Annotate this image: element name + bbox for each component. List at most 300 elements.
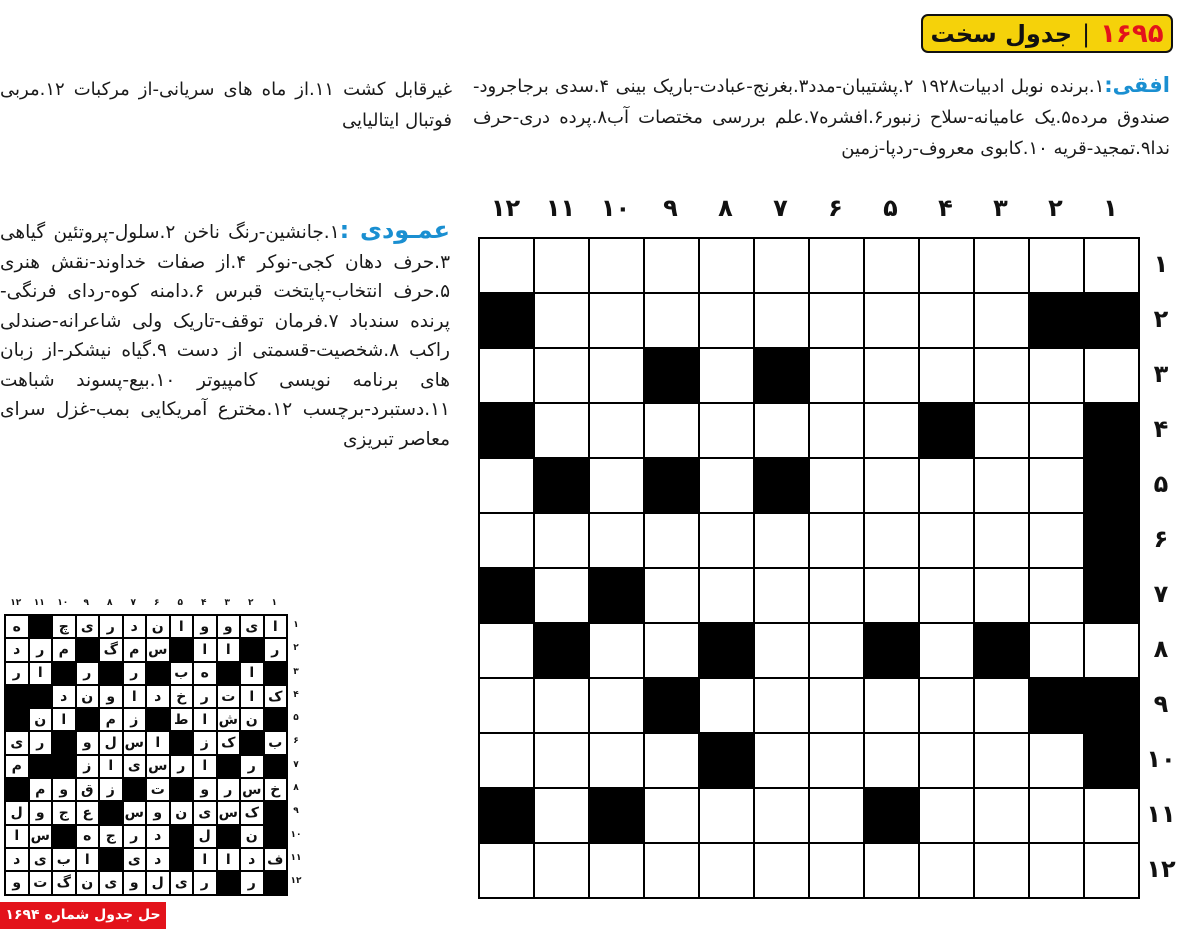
blank-cell[interactable] xyxy=(809,678,864,733)
column-number: ۲ xyxy=(1048,194,1063,222)
horizontal-clues-text: ۱.برنده نوبل ادبیات۱۹۲۸ ۲.پشتیبان-مدد۳.بغرنج-عبادت-باریک بینی ۴.سدی برجاجرود-صندوق مرده۵.یک عامیانه-سلاح زنبور۶.افشره۷.علم بررسی مختصات آب۸.پرده دری-حرف ندا۹.تمجید-قریه ۱۰.کابوی معروف-ردپا-زمین xyxy=(473,76,1170,159)
title-separator: | xyxy=(1082,19,1091,48)
blank-cell[interactable] xyxy=(644,788,699,843)
blank-cell[interactable] xyxy=(534,403,589,458)
blank-cell[interactable] xyxy=(699,568,754,623)
blank-cell[interactable] xyxy=(754,678,809,733)
blank-cell[interactable] xyxy=(974,733,1029,788)
blank-cell[interactable] xyxy=(1084,238,1139,293)
blank-cell[interactable] xyxy=(644,843,699,898)
blank-cell[interactable] xyxy=(1084,788,1139,843)
blank-cell[interactable] xyxy=(919,348,974,403)
black-cell xyxy=(1084,568,1139,623)
solution-letter-cell: س xyxy=(217,801,241,824)
solution-letter-cell: م xyxy=(29,778,53,801)
blank-cell[interactable] xyxy=(534,513,589,568)
solution-letter-cell: چ xyxy=(52,615,76,638)
blank-cell[interactable] xyxy=(534,678,589,733)
black-cell xyxy=(479,403,534,458)
solution-row-number: ۱۰ xyxy=(290,829,302,840)
blank-cell[interactable] xyxy=(644,403,699,458)
black-cell xyxy=(754,348,809,403)
solution-black-cell xyxy=(217,662,241,685)
blank-cell[interactable] xyxy=(864,568,919,623)
black-cell xyxy=(1084,678,1139,733)
solution-letter-cell: ه xyxy=(193,662,217,685)
solution-black-cell xyxy=(264,801,288,824)
solution-black-cell xyxy=(76,708,100,731)
solution-letter-cell: ت xyxy=(217,685,241,708)
blank-cell[interactable] xyxy=(754,568,809,623)
solution-letter-cell: ا xyxy=(217,848,241,871)
blank-cell[interactable] xyxy=(1029,348,1084,403)
black-cell xyxy=(644,348,699,403)
solution-black-cell xyxy=(99,662,123,685)
solution-letter-cell: ن xyxy=(146,615,170,638)
solution-letter-cell: ا xyxy=(5,825,29,848)
solution-row-number: ۱۲ xyxy=(290,876,302,887)
horizontal-clues-continued: غیرقابل کشت ۱۱.از ماه های سریانی-از مرکبات ۱۲.مربی فوتبال ایتالیایی xyxy=(0,79,452,131)
row-number: ۸ xyxy=(1153,635,1169,663)
blank-cell[interactable] xyxy=(809,293,864,348)
blank-cell[interactable] xyxy=(919,843,974,898)
solution-letter-cell: ی xyxy=(99,871,123,894)
solution-letter-cell: ش xyxy=(217,708,241,731)
solution-letter-cell: ا xyxy=(52,708,76,731)
solution-column-number: ۴ xyxy=(201,598,207,608)
solution-letter-cell: ن xyxy=(29,708,53,731)
vertical-clues-text: ۱.جانشین-رنگ ناخن ۲.سلول-پروتئین گیاهی ۳.حرف دهان کجی-نوکر ۴.از صفات خداوند-نقش هنری ۵.حرف انتخاب-پایتخت قبرس ۶.دامنه کوه-ردای فرنگی-پرنده سندباد ۷.فرمان توقف-تاریک ولی شاعرانه-صندلی راکب ۸.شخصیت-قسمتی از دست ۹.گیاه نیشکر-از زبان های برنامه نویسی کامپیوتر ۱۰.بیع-پسوند شباهت ۱۱.دستبرد-برچسب ۱۲.مخترع آمریکایی بمب-غزل سرای معاصر تبریزی xyxy=(0,222,451,450)
blank-cell[interactable] xyxy=(644,238,699,293)
row-number: ۷ xyxy=(1153,580,1169,608)
solution-letter-cell: ع xyxy=(76,801,100,824)
blank-cell[interactable] xyxy=(699,678,754,733)
solution-letter-cell: ر xyxy=(123,825,147,848)
solution-letter-cell: ط xyxy=(170,708,194,731)
blank-cell[interactable] xyxy=(589,678,644,733)
black-cell xyxy=(864,788,919,843)
solution-letter-cell: ک xyxy=(217,731,241,754)
blank-cell[interactable] xyxy=(699,788,754,843)
blank-cell[interactable] xyxy=(974,458,1029,513)
blank-cell[interactable] xyxy=(699,403,754,458)
blank-cell[interactable] xyxy=(974,348,1029,403)
black-cell xyxy=(589,788,644,843)
blank-cell[interactable] xyxy=(974,788,1029,843)
blank-cell[interactable] xyxy=(974,238,1029,293)
blank-cell[interactable] xyxy=(809,623,864,678)
solution-letter-cell: خ xyxy=(170,685,194,708)
horizontal-clues xyxy=(473,70,1170,164)
black-cell xyxy=(589,568,644,623)
solution-letter-cell: ق xyxy=(76,778,100,801)
blank-cell[interactable] xyxy=(1029,733,1084,788)
blank-cell[interactable] xyxy=(534,568,589,623)
blank-cell[interactable] xyxy=(534,238,589,293)
vertical-clues xyxy=(0,216,450,454)
solution-letter-cell: ا xyxy=(146,731,170,754)
solution-black-cell xyxy=(5,708,29,731)
blank-cell[interactable] xyxy=(919,733,974,788)
column-number: ۴ xyxy=(938,194,953,222)
blank-cell[interactable] xyxy=(864,238,919,293)
column-number: ۱ xyxy=(1103,194,1118,222)
blank-cell[interactable] xyxy=(809,238,864,293)
vertical-clues-heading: عمـودی : xyxy=(339,216,451,244)
blank-cell[interactable] xyxy=(479,843,534,898)
solution-letter-cell: ر xyxy=(264,638,288,661)
solution-black-cell xyxy=(170,638,194,661)
solution-black-cell xyxy=(29,615,53,638)
row-number: ۲ xyxy=(1153,305,1169,333)
blank-cell[interactable] xyxy=(589,238,644,293)
blank-cell[interactable] xyxy=(809,568,864,623)
solution-column-number: ۱۲ xyxy=(10,598,22,608)
black-cell xyxy=(534,458,589,513)
blank-cell[interactable] xyxy=(589,843,644,898)
blank-cell[interactable] xyxy=(479,513,534,568)
solution-black-cell xyxy=(170,731,194,754)
solution-letter-cell: ا xyxy=(170,615,194,638)
solution-black-cell xyxy=(217,871,241,894)
solution-letter-cell: د xyxy=(52,685,76,708)
solution-letter-cell: ف xyxy=(264,848,288,871)
black-cell xyxy=(479,293,534,348)
solution-letter-cell: ر xyxy=(240,871,264,894)
blank-cell[interactable] xyxy=(1029,238,1084,293)
blank-cell[interactable] xyxy=(809,403,864,458)
solution-row-number: ۱۱ xyxy=(290,852,302,863)
column-number: ۹ xyxy=(663,194,678,222)
solution-letter-cell: ن xyxy=(240,825,264,848)
blank-cell[interactable] xyxy=(864,293,919,348)
solution-letter-cell: ه xyxy=(5,615,29,638)
solution-black-cell xyxy=(217,825,241,848)
blank-cell[interactable] xyxy=(864,403,919,458)
blank-cell[interactable] xyxy=(809,843,864,898)
solution-letter-cell: ل xyxy=(193,825,217,848)
blank-cell[interactable] xyxy=(919,513,974,568)
solution-letter-cell: ب xyxy=(170,662,194,685)
solution-letter-cell: ب xyxy=(264,731,288,754)
solution-letter-cell: ا xyxy=(193,755,217,778)
solution-letter-cell: ر xyxy=(193,871,217,894)
blank-cell[interactable] xyxy=(644,568,699,623)
blank-cell[interactable] xyxy=(974,513,1029,568)
solution-black-cell xyxy=(264,662,288,685)
blank-cell[interactable] xyxy=(644,293,699,348)
solution-letter-cell: گ xyxy=(52,871,76,894)
column-number: ۶ xyxy=(828,194,843,222)
blank-cell[interactable] xyxy=(589,403,644,458)
blank-cell[interactable] xyxy=(754,843,809,898)
blank-cell[interactable] xyxy=(1029,458,1084,513)
blank-cell[interactable] xyxy=(1084,348,1139,403)
solution-letter-cell: س xyxy=(123,731,147,754)
solution-letter-cell: ر xyxy=(76,662,100,685)
black-cell xyxy=(754,458,809,513)
blank-cell[interactable] xyxy=(1029,513,1084,568)
solution-letter-cell: ه xyxy=(76,825,100,848)
solution-black-cell xyxy=(240,731,264,754)
solution-letter-cell: و xyxy=(146,801,170,824)
column-number: ۸ xyxy=(718,194,733,222)
solution-black-cell xyxy=(52,825,76,848)
solution-black-cell xyxy=(264,708,288,731)
blank-cell[interactable] xyxy=(864,678,919,733)
solution-letter-cell: ب xyxy=(52,848,76,871)
solution-letter-cell: ا xyxy=(193,848,217,871)
column-number: ۱۰ xyxy=(600,194,631,222)
blank-cell[interactable] xyxy=(754,513,809,568)
solution-caption: حل جدول شماره ۱۶۹۴ xyxy=(0,902,166,929)
black-cell xyxy=(699,733,754,788)
blank-cell[interactable] xyxy=(699,843,754,898)
solution-letter-cell: د xyxy=(5,638,29,661)
row-number: ۶ xyxy=(1153,525,1169,553)
solution-row-number: ۵ xyxy=(293,713,299,724)
solution-letter-cell: گ xyxy=(99,638,123,661)
solution-black-cell xyxy=(264,825,288,848)
row-number: ۴ xyxy=(1153,415,1169,443)
solution-black-cell xyxy=(99,801,123,824)
row-number: ۱۰ xyxy=(1146,745,1176,773)
blank-cell[interactable] xyxy=(644,623,699,678)
solution-letter-cell: ل xyxy=(5,801,29,824)
blank-cell[interactable] xyxy=(534,348,589,403)
solution-letter-cell: ی xyxy=(123,755,147,778)
solution-letter-cell: ر xyxy=(99,615,123,638)
blank-cell[interactable] xyxy=(644,513,699,568)
blank-cell[interactable] xyxy=(699,348,754,403)
black-cell xyxy=(919,403,974,458)
solution-column-number: ۲ xyxy=(248,598,254,608)
blank-cell[interactable] xyxy=(479,623,534,678)
solution-letter-cell: د xyxy=(240,848,264,871)
blank-cell[interactable] xyxy=(754,238,809,293)
solution-letter-cell: ر xyxy=(29,638,53,661)
grid-column-numbers xyxy=(478,194,1138,228)
black-cell xyxy=(1084,513,1139,568)
solution-letter-cell: ی xyxy=(240,615,264,638)
solution-column-number: ۳ xyxy=(224,598,230,608)
solution-letter-cell: ز xyxy=(99,778,123,801)
solution-column-number: ۱ xyxy=(271,598,277,608)
solution-column-number: ۷ xyxy=(130,598,136,608)
blank-cell[interactable] xyxy=(699,513,754,568)
solution-row-numbers xyxy=(288,614,304,894)
solution-letter-cell: س xyxy=(146,638,170,661)
blank-cell[interactable] xyxy=(919,623,974,678)
blank-cell[interactable] xyxy=(974,678,1029,733)
solution-black-cell xyxy=(146,662,170,685)
solution-letter-cell: ر xyxy=(29,731,53,754)
solution-black-cell xyxy=(29,755,53,778)
column-number: ۱۱ xyxy=(545,194,576,222)
solution-grid xyxy=(4,614,288,896)
solution-letter-cell: ر xyxy=(217,778,241,801)
solution-row-number: ۱ xyxy=(293,620,299,630)
blank-cell[interactable] xyxy=(1029,788,1084,843)
blank-cell[interactable] xyxy=(534,293,589,348)
blank-cell[interactable] xyxy=(919,238,974,293)
solution-letter-cell: ا xyxy=(76,848,100,871)
solution-row-number: ۴ xyxy=(293,689,299,700)
blank-cell[interactable] xyxy=(754,733,809,788)
blank-cell[interactable] xyxy=(589,458,644,513)
blank-cell[interactable] xyxy=(534,843,589,898)
solution-letter-cell: ر xyxy=(123,662,147,685)
puzzle-title-badge xyxy=(921,14,1173,53)
solution-black-cell xyxy=(264,871,288,894)
blank-cell[interactable] xyxy=(1029,623,1084,678)
solution-letter-cell: ی xyxy=(193,801,217,824)
solution-letter-cell: س xyxy=(29,825,53,848)
black-cell xyxy=(1084,293,1139,348)
solution-row-number: ۲ xyxy=(293,643,299,654)
solution-letter-cell: س xyxy=(240,778,264,801)
blank-cell[interactable] xyxy=(754,293,809,348)
blank-cell[interactable] xyxy=(699,238,754,293)
column-number: ۷ xyxy=(773,194,788,222)
blank-cell[interactable] xyxy=(534,788,589,843)
solution-letter-cell: ا xyxy=(240,662,264,685)
solution-letter-cell: ز xyxy=(76,755,100,778)
solution-letter-cell: و xyxy=(99,685,123,708)
solution-letter-cell: ل xyxy=(146,871,170,894)
solution-letter-cell: د xyxy=(146,848,170,871)
solution-letter-cell: ا xyxy=(217,638,241,661)
blank-cell[interactable] xyxy=(864,513,919,568)
black-cell xyxy=(1029,293,1084,348)
blank-cell[interactable] xyxy=(589,623,644,678)
blank-cell[interactable] xyxy=(864,843,919,898)
blank-cell[interactable] xyxy=(809,788,864,843)
solution-black-cell xyxy=(170,778,194,801)
blank-cell[interactable] xyxy=(589,293,644,348)
blank-cell[interactable] xyxy=(919,788,974,843)
blank-cell[interactable] xyxy=(479,458,534,513)
blank-cell[interactable] xyxy=(919,458,974,513)
blank-cell[interactable] xyxy=(919,293,974,348)
blank-cell[interactable] xyxy=(589,348,644,403)
solution-column-number: ۶ xyxy=(154,598,160,608)
solution-letter-cell: ن xyxy=(170,801,194,824)
blank-cell[interactable] xyxy=(919,568,974,623)
column-number: ۳ xyxy=(993,194,1008,222)
blank-cell[interactable] xyxy=(809,348,864,403)
black-cell xyxy=(1029,678,1084,733)
row-number: ۳ xyxy=(1153,360,1169,388)
solution-letter-cell: ک xyxy=(240,801,264,824)
solution-letter-cell: م xyxy=(123,638,147,661)
solution-row-number: ۳ xyxy=(293,666,299,677)
puzzle-number: ۱۶۹۵ xyxy=(1100,18,1164,49)
solution-letter-cell: ی xyxy=(5,731,29,754)
blank-cell[interactable] xyxy=(644,733,699,788)
blank-cell[interactable] xyxy=(699,458,754,513)
black-cell xyxy=(864,623,919,678)
blank-cell[interactable] xyxy=(809,513,864,568)
blank-cell[interactable] xyxy=(974,403,1029,458)
solution-letter-cell: م xyxy=(5,755,29,778)
blank-cell[interactable] xyxy=(699,293,754,348)
solution-column-number: ۵ xyxy=(177,598,183,608)
blank-cell[interactable] xyxy=(589,513,644,568)
blank-cell[interactable] xyxy=(479,678,534,733)
solution-letter-cell: ل xyxy=(99,731,123,754)
blank-cell[interactable] xyxy=(479,348,534,403)
row-number: ۵ xyxy=(1153,470,1169,498)
blank-cell[interactable] xyxy=(974,293,1029,348)
blank-cell[interactable] xyxy=(974,843,1029,898)
solution-letter-cell: م xyxy=(52,638,76,661)
blank-cell[interactable] xyxy=(809,733,864,788)
crossword-grid xyxy=(478,237,1140,899)
solution-letter-cell: ج xyxy=(99,825,123,848)
blank-cell[interactable] xyxy=(1084,623,1139,678)
solution-letter-cell: ی xyxy=(76,615,100,638)
blank-cell[interactable] xyxy=(754,623,809,678)
solution-letter-cell: ن xyxy=(76,871,100,894)
black-cell xyxy=(1084,403,1139,458)
solution-letter-cell: و xyxy=(217,615,241,638)
blank-cell[interactable] xyxy=(479,733,534,788)
solution-letter-cell: ن xyxy=(240,708,264,731)
solution-letter-cell: و xyxy=(52,778,76,801)
puzzle-title: جدول سخت xyxy=(930,19,1072,48)
grid-row-numbers xyxy=(1142,237,1180,897)
solution-letter-cell: ا xyxy=(193,708,217,731)
solution-column-number: ۱۰ xyxy=(57,598,69,608)
blank-cell[interactable] xyxy=(1029,568,1084,623)
solution-letter-cell: ت xyxy=(29,871,53,894)
solution-row-number: ۶ xyxy=(293,736,299,747)
solution-letter-cell: ر xyxy=(240,755,264,778)
blank-cell[interactable] xyxy=(754,788,809,843)
black-cell xyxy=(699,623,754,678)
blank-cell[interactable] xyxy=(1029,403,1084,458)
blank-cell[interactable] xyxy=(754,403,809,458)
blank-cell[interactable] xyxy=(589,733,644,788)
blank-cell[interactable] xyxy=(864,458,919,513)
blank-cell[interactable] xyxy=(809,458,864,513)
solution-black-cell xyxy=(240,638,264,661)
blank-cell[interactable] xyxy=(534,733,589,788)
column-number: ۱۲ xyxy=(490,194,521,222)
blank-cell[interactable] xyxy=(479,238,534,293)
blank-cell[interactable] xyxy=(864,348,919,403)
blank-cell[interactable] xyxy=(1029,843,1084,898)
solution-black-cell xyxy=(123,778,147,801)
solution-letter-cell: خ xyxy=(264,778,288,801)
black-cell xyxy=(644,458,699,513)
blank-cell[interactable] xyxy=(974,568,1029,623)
row-number: ۱ xyxy=(1153,250,1169,278)
solution-letter-cell: ج xyxy=(52,801,76,824)
solution-black-cell xyxy=(52,755,76,778)
solution-letter-cell: ز xyxy=(193,731,217,754)
blank-cell[interactable] xyxy=(919,678,974,733)
blank-cell[interactable] xyxy=(864,733,919,788)
solution-letter-cell: ی xyxy=(29,848,53,871)
solution-letter-cell: ت xyxy=(146,778,170,801)
blank-cell[interactable] xyxy=(1084,843,1139,898)
black-cell xyxy=(479,568,534,623)
solution-black-cell xyxy=(29,685,53,708)
solution-black-cell xyxy=(146,708,170,731)
black-cell xyxy=(644,678,699,733)
